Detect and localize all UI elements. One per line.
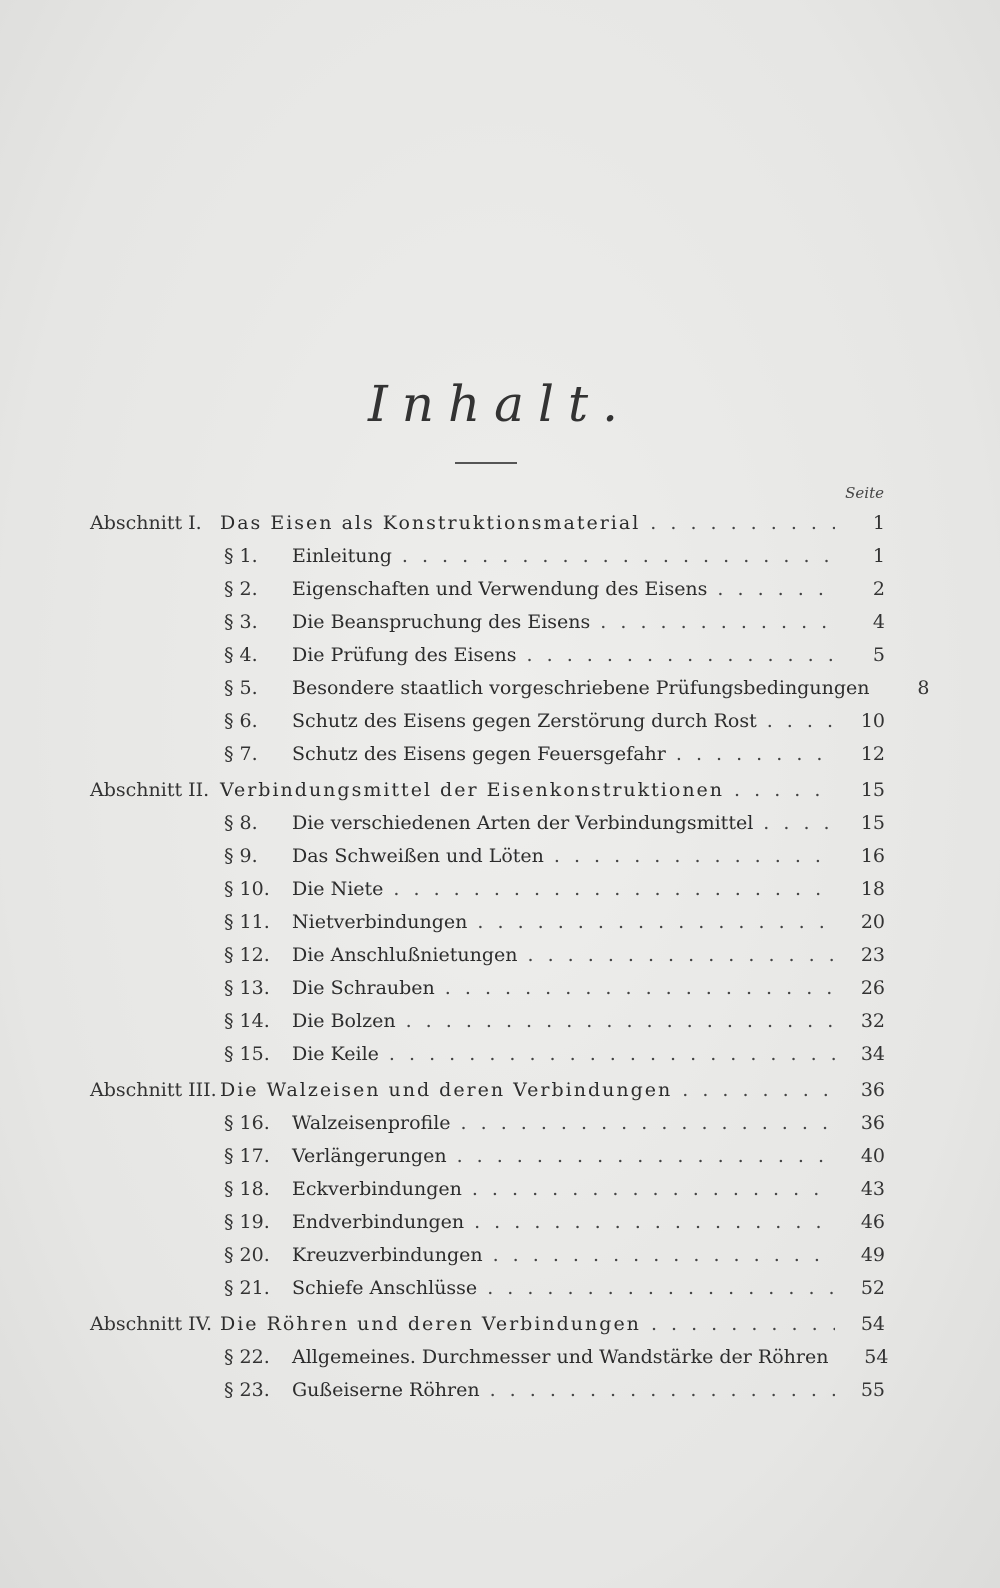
dot-leader xyxy=(461,1107,835,1140)
dot-leader xyxy=(393,873,835,906)
page-number: 52 xyxy=(860,1277,885,1299)
section-number: § 14. xyxy=(224,1010,270,1032)
toc-section-row xyxy=(90,672,930,705)
toc-section-row xyxy=(90,1206,885,1239)
page-column-header: Seite xyxy=(845,484,884,502)
dot-leader xyxy=(734,774,835,807)
page-number: 20 xyxy=(860,911,885,933)
toc-section-row xyxy=(90,807,885,840)
chapter-label: Abschnitt III. xyxy=(90,1079,217,1101)
toc-section-row xyxy=(90,639,885,672)
dot-leader xyxy=(457,1140,835,1173)
section-title: Schutz des Eisens gegen Feuersgefahr xyxy=(292,743,666,765)
page-number: 36 xyxy=(860,1112,885,1134)
dot-leader xyxy=(554,840,835,873)
section-title: Verlängerungen xyxy=(292,1145,447,1167)
page-number: 54 xyxy=(864,1346,889,1368)
section-number: § 13. xyxy=(224,977,270,999)
dot-leader xyxy=(389,1038,835,1071)
section-title: Die Niete xyxy=(292,878,384,900)
page-number: 55 xyxy=(860,1379,885,1401)
section-number: § 8. xyxy=(224,812,258,834)
chapter-label: Abschnitt IV. xyxy=(90,1313,213,1335)
table-of-contents xyxy=(90,504,930,1407)
section-number: § 1. xyxy=(224,545,258,567)
page-title: Inhalt. xyxy=(368,375,632,433)
page-number: 18 xyxy=(860,878,885,900)
toc-section-row xyxy=(90,939,885,972)
section-number: § 20. xyxy=(224,1244,270,1266)
section-title: Eigenschaften und Verwendung des Eisens xyxy=(292,578,708,600)
page-number: 36 xyxy=(860,1079,885,1101)
chapter-title: Das Eisen als Konstruktionsmaterial xyxy=(220,512,641,534)
section-number: § 23. xyxy=(224,1379,270,1401)
dot-leader xyxy=(472,1173,835,1206)
dot-leader xyxy=(682,1074,835,1107)
dot-leader xyxy=(487,1272,835,1305)
toc-section-row xyxy=(90,606,885,639)
dot-leader xyxy=(676,738,835,771)
section-number: § 18. xyxy=(224,1178,270,1200)
title-rule xyxy=(455,462,517,464)
page-number: 1 xyxy=(872,512,885,534)
section-title: Gußeiserne Röhren xyxy=(292,1379,480,1401)
toc-section-row xyxy=(90,705,885,738)
page-number: 12 xyxy=(860,743,885,765)
section-number: § 6. xyxy=(224,710,258,732)
dot-leader xyxy=(717,573,835,606)
dot-leader xyxy=(402,540,835,573)
section-title: Allgemeines. Durchmesser und Wandstärke der Röhren xyxy=(292,1346,829,1368)
section-number: § 17. xyxy=(224,1145,270,1167)
section-title: Endverbindungen xyxy=(292,1211,465,1233)
section-number: § 9. xyxy=(224,845,258,867)
dot-leader xyxy=(767,705,835,738)
section-number: § 16. xyxy=(224,1112,270,1134)
section-title: Schutz des Eisens gegen Zerstörung durch Rost xyxy=(292,710,757,732)
section-number: § 11. xyxy=(224,911,270,933)
toc-section-row xyxy=(90,1272,885,1305)
section-title: Walzeisenprofile xyxy=(292,1112,451,1134)
toc-section-row xyxy=(90,906,885,939)
dot-leader xyxy=(493,1239,835,1272)
section-title: Die Prüfung des Eisens xyxy=(292,644,517,666)
toc-section-row xyxy=(90,1341,889,1374)
dot-leader xyxy=(477,906,835,939)
toc-section-row xyxy=(90,1173,885,1206)
dot-leader xyxy=(528,939,836,972)
toc-chapter-row xyxy=(90,507,885,540)
page-number: 1 xyxy=(872,545,885,567)
page-number: 2 xyxy=(872,578,885,600)
dot-leader xyxy=(490,1374,835,1407)
section-number: § 7. xyxy=(224,743,258,765)
page-number: 8 xyxy=(917,677,930,699)
section-number: § 2. xyxy=(224,578,258,600)
page-number: 15 xyxy=(860,812,885,834)
page-number: 23 xyxy=(860,944,885,966)
page-number: 10 xyxy=(860,710,885,732)
section-number: § 3. xyxy=(224,611,258,633)
page-number: 49 xyxy=(860,1244,885,1266)
section-title: Die Anschlußnietungen xyxy=(292,944,518,966)
dot-leader xyxy=(650,507,835,540)
chapter-label: Abschnitt I. xyxy=(90,512,202,534)
dot-leader xyxy=(445,972,835,1005)
section-title: Einleitung xyxy=(292,545,392,567)
section-number: § 10. xyxy=(224,878,270,900)
section-number: § 12. xyxy=(224,944,270,966)
page-number: 43 xyxy=(860,1178,885,1200)
page-number: 34 xyxy=(860,1043,885,1065)
dot-leader xyxy=(406,1005,835,1038)
dot-leader xyxy=(600,606,835,639)
toc-section-row xyxy=(90,738,885,771)
dot-leader xyxy=(763,807,835,840)
section-title: Nietverbindungen xyxy=(292,911,468,933)
toc-section-row xyxy=(90,1374,885,1407)
page-number: 15 xyxy=(860,779,885,801)
dot-leader xyxy=(527,639,835,672)
chapter-title: Verbindungsmittel der Eisenkonstruktionen xyxy=(220,779,725,801)
section-title: Schiefe Anschlüsse xyxy=(292,1277,478,1299)
toc-section-row xyxy=(90,1107,885,1140)
toc-chapter-row xyxy=(90,1308,885,1341)
section-title: Die verschiedenen Arten der Verbindungsmittel xyxy=(292,812,754,834)
page-number: 4 xyxy=(872,611,885,633)
section-number: § 4. xyxy=(224,644,258,666)
section-title: Die Beanspruchung des Eisens xyxy=(292,611,591,633)
page-number: 46 xyxy=(860,1211,885,1233)
section-number: § 22. xyxy=(224,1346,270,1368)
section-title: Die Schrauben xyxy=(292,977,435,999)
toc-section-row xyxy=(90,1140,885,1173)
toc-section-row xyxy=(90,840,885,873)
chapter-label: Abschnitt II. xyxy=(90,779,210,801)
toc-section-row xyxy=(90,873,885,906)
section-title: Die Bolzen xyxy=(292,1010,396,1032)
chapter-title: Die Walzeisen und deren Verbindungen xyxy=(220,1079,673,1101)
toc-chapter-row xyxy=(90,774,885,807)
section-number: § 15. xyxy=(224,1043,270,1065)
section-title: Das Schweißen und Löten xyxy=(292,845,544,867)
section-number: § 19. xyxy=(224,1211,270,1233)
page-number: 5 xyxy=(872,644,885,666)
toc-section-row xyxy=(90,1038,885,1071)
toc-section-row xyxy=(90,972,885,1005)
page-number: 40 xyxy=(860,1145,885,1167)
chapter-title: Die Röhren und deren Verbindungen xyxy=(220,1313,641,1335)
toc-section-row xyxy=(90,1239,885,1272)
dot-leader xyxy=(651,1308,835,1341)
page-number: 32 xyxy=(860,1010,885,1032)
toc-section-row xyxy=(90,573,885,606)
section-number: § 5. xyxy=(224,677,258,699)
dot-leader xyxy=(474,1206,835,1239)
section-title: Eckverbindungen xyxy=(292,1178,462,1200)
section-number: § 21. xyxy=(224,1277,270,1299)
section-title: Die Keile xyxy=(292,1043,379,1065)
toc-section-row xyxy=(90,540,885,573)
page-number: 54 xyxy=(860,1313,885,1335)
section-title: Kreuzverbindungen xyxy=(292,1244,483,1266)
toc-chapter-row xyxy=(90,1074,885,1107)
page-number: 26 xyxy=(860,977,885,999)
toc-section-row xyxy=(90,1005,885,1038)
section-title: Besondere staatlich vorgeschriebene Prüfungsbedingungen xyxy=(292,677,870,699)
page-number: 16 xyxy=(860,845,885,867)
